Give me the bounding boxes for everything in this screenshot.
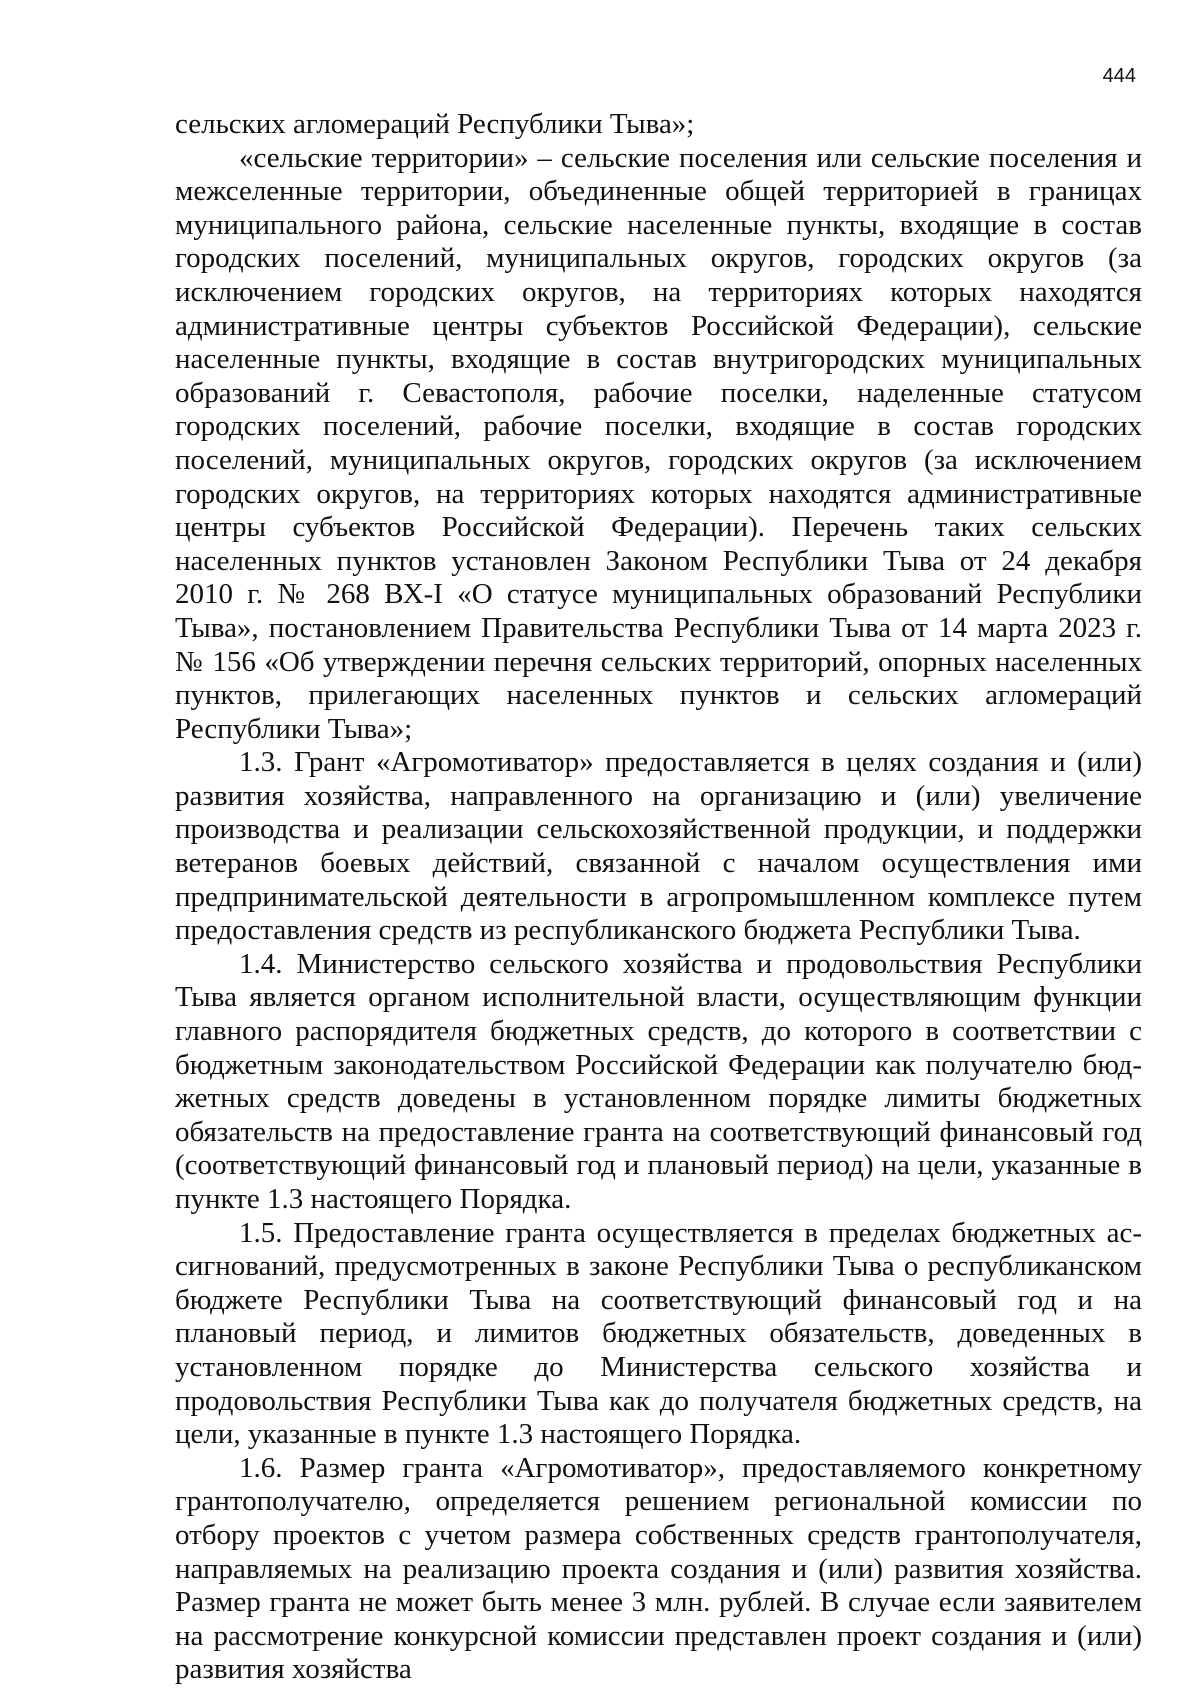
- paragraph-rural-territories-definition: «сельские территории» – сельские поселения или сельские поселения и межселенные территории, объединенные общей территорией в границах муниципального района, сельские населенные пункты, входящие в состав городских поселений, муниципальных округов, городских округов (за исключением городских округов, на территориях которых находятся административные центры субъектов Российской Федерации), сельские населенные пункты, входящие в состав внутригородских муниципальных образований г. Севастополя, рабочие поселки, наделенные статусом городских поселений, рабочие поселки, входящие в состав городских поселений, муниципальных округов, городских округов (за исключением городских округов, на территориях которых находятся административные центры субъектов Российской Федерации). Перечень таких сельских населенных пунктов установлен Законом Республики Тыва от 24 декабря 2010 г. № 268 ВХ-I «О статусе муниципальных образований Республики Тыва», постановлением Правительства Республики Тыва от 14 марта 2023 г. № 156 «Об утверждении перечня сельских территорий, опорных населенных пунктов, прилегающих населенных пунктов и сельских агломераций Республики Тыва»;: [175, 141, 1142, 745]
- page-number: 444: [1102, 65, 1136, 87]
- document-body: [175, 108, 1142, 1687]
- paragraph-1-4: 1.4. Министерство сельского хозяйства и продовольствия Республики Тыва является органом исполнительной власти, осуществляющим функции главного распорядителя бюджетных средств, до которого в соответствии с бюджетным законодательством Российской Федерации как получателю бюджетных средств доведены в установленном порядке лимиты бюджетных обязательств на предоставление гранта на соответствующий финансовый год (соответствующий финансовый год и плановый период) на цели, указанные в пункте 1.3 настоящего Порядка.: [175, 947, 1142, 1215]
- paragraph-1-5: 1.5. Предоставление гранта осуществляется в пределах бюджетных ассигнований, предусмотренных в законе Республики Тыва о республиканском бюджете Республики Тыва на соответствующий финансовый год и на плановый период, и лимитов бюджетных обязательств, доведенных в установленном порядке до Министерства сельского хозяйства и продовольствия Республики Тыва как до получателя бюджетных средств, на цели, указанные в пункте 1.3 настоящего Порядка.: [175, 1216, 1142, 1451]
- paragraph-continuation: сельских агломераций Республики Тыва»;: [175, 108, 695, 140]
- paragraph-1-3: 1.3. Грант «Агромотиватор» предоставляется в целях создания и (или) развития хозяйства, направленного на организацию и (или) увеличение производства и реализации сельскохозяйственной продукции, и поддержки ветеранов боевых действий, связанной с началом осуществления ими предпринимательской деятельности в агропромышленном комплексе путем предоставления средств из республиканского бюджета Республики Тыва.: [175, 746, 1142, 947]
- paragraph-1-6: 1.6. Размер гранта «Агромотиватор», предоставляемого конкретному грантополучателю, определяется решением региональной комиссии по отбору проектов с учетом размера собственных средств грантополучателя, направляемых на реализацию проекта создания и (или) развития хозяйства. Размер гранта не может быть менее 3 млн. рублей. В случае если заявителем на рассмотрение конкурсной комиссии представлен проект создания и (или) развития хозяйства: [175, 1451, 1142, 1686]
